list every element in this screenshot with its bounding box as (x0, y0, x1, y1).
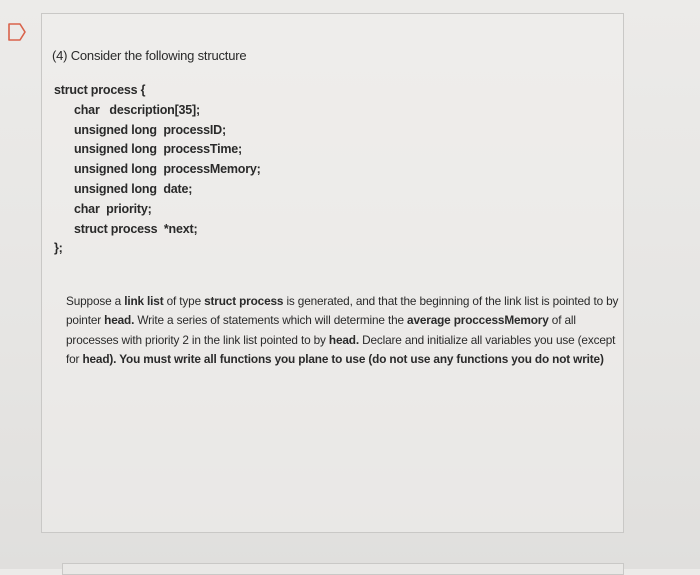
prose-text: Write a series of statements which will determine the (134, 313, 408, 328)
code-line: struct process { (54, 83, 146, 97)
prose-bold: head. (104, 313, 135, 328)
question-prose (66, 292, 626, 370)
code-line: unsigned long processID; (74, 122, 226, 137)
code-line: unsigned long processTime; (74, 142, 243, 157)
code-line: }; (54, 241, 63, 256)
prose-text: is generated, and that the beginning of the link list is pointed to by pointer (66, 294, 619, 328)
prose-bold: link list (124, 294, 164, 308)
code-line: struct process *next; (74, 221, 198, 236)
question-box (41, 13, 624, 533)
answer-box-edge[interactable] (62, 563, 624, 575)
code-block (54, 81, 261, 259)
prose-bold: head. (328, 332, 359, 347)
code-line: unsigned long processMemory; (74, 162, 261, 177)
question-title: (4) Consider the following structure (52, 48, 247, 63)
prose-text: Declare and initialize all variables you use (except for (66, 332, 616, 367)
prose-bold: head). You must write all functions you plane to use (do not use any functions you do not write) (82, 352, 604, 367)
flag-icon[interactable] (6, 22, 28, 42)
code-line: char priority; (74, 201, 152, 216)
prose-text: Suppose a (66, 294, 125, 308)
code-line: unsigned long date; (74, 181, 193, 196)
prose-bold: average proccessMemory (407, 313, 549, 328)
prose-text: of all processes with priority 2 in the link list pointed to by (66, 313, 576, 347)
prose-text: of type (163, 294, 205, 308)
prose-bold: struct process (204, 294, 284, 308)
code-line: char description[35]; (74, 102, 200, 117)
